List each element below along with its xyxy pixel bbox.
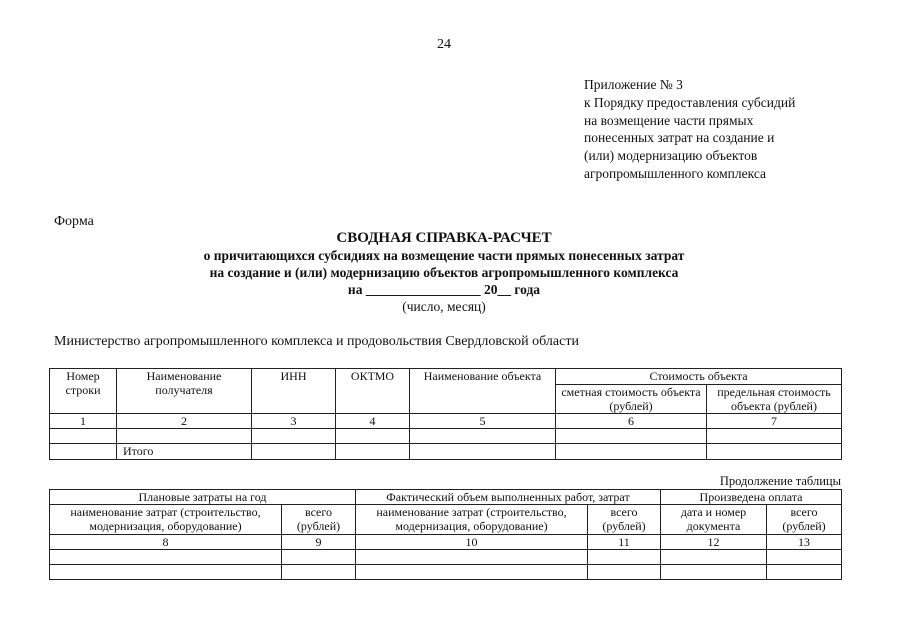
table-row [50, 550, 842, 565]
appendix-line: к Порядку предоставления субсидий [584, 94, 796, 110]
header-doc-date-number: дата и номер документа [661, 505, 767, 535]
column-number-row [50, 414, 842, 429]
form-label: Форма [54, 214, 94, 229]
table-cell[interactable] [336, 444, 410, 460]
document-title [0, 230, 888, 315]
total-label: Итого [117, 444, 252, 460]
appendix-line: понесенных затрат на создание и [584, 130, 775, 146]
total-row [50, 444, 842, 460]
column-number: 3 [252, 414, 336, 429]
table-cell[interactable] [252, 444, 336, 460]
table-cell[interactable] [356, 565, 588, 580]
column-number: 6 [556, 414, 707, 429]
header-recipient: Наименование получателя [117, 369, 252, 414]
header-cost-group: Стоимость объекта [556, 369, 842, 385]
header-cost-name-actual: наименование затрат (строительство, модернизация, оборудование) [356, 505, 588, 535]
table-row [50, 565, 842, 580]
table-cell[interactable] [556, 444, 707, 460]
table-cell[interactable] [767, 565, 842, 580]
column-number: 13 [767, 535, 842, 550]
header-row-number: Номер строки [50, 369, 117, 414]
appendix-line: агропромышленного комплекса [584, 165, 766, 181]
column-number: 2 [117, 414, 252, 429]
header-object-name: Наименование объекта [410, 369, 556, 414]
table-cell[interactable] [282, 550, 356, 565]
table-cell[interactable] [707, 429, 842, 444]
header-total-actual: всего (рублей) [588, 505, 661, 535]
table-cell[interactable] [50, 429, 117, 444]
header-paid-group: Произведена оплата [661, 490, 842, 505]
title-date-hint: (число, месяц) [402, 299, 486, 314]
column-number-row [50, 535, 842, 550]
header-planned-group: Плановые затраты на год [50, 490, 356, 505]
column-number: 11 [588, 535, 661, 550]
header-estimated-cost: сметная стоимость объекта (рублей) [556, 385, 707, 414]
table-cell[interactable] [356, 550, 588, 565]
header-oktmo: ОКТМО [336, 369, 410, 414]
table-header-row [50, 369, 842, 385]
table-cell[interactable] [661, 565, 767, 580]
summary-table-part2 [49, 489, 842, 580]
title-main: СВОДНАЯ СПРАВКА-РАСЧЕТ [336, 230, 552, 246]
table-header-row [50, 490, 842, 505]
table-cell[interactable] [50, 550, 282, 565]
table-cell[interactable] [767, 550, 842, 565]
table-cell[interactable] [50, 444, 117, 460]
table-continuation-label: Продолжение таблицы [719, 474, 841, 488]
appendix-line: Приложение № 3 [584, 77, 683, 92]
table-cell[interactable] [50, 565, 282, 580]
table-cell[interactable] [410, 444, 556, 460]
appendix-line: (или) модернизацию объектов [584, 148, 758, 164]
header-inn: ИНН [252, 369, 336, 414]
column-number: 8 [50, 535, 282, 550]
appendix-line: на возмещение части прямых [584, 112, 754, 128]
column-number: 1 [50, 414, 117, 429]
column-number: 9 [282, 535, 356, 550]
table-cell[interactable] [117, 429, 252, 444]
table-cell[interactable] [252, 429, 336, 444]
table-header-row [50, 505, 842, 535]
ministry-name: Министерство агропромышленного комплекса и продовольствия Свердловской области [54, 334, 579, 349]
table-cell[interactable] [661, 550, 767, 565]
title-line: на создание и (или) модернизацию объектов агропромышленного комплекса [209, 265, 679, 280]
title-line: о причитающихся субсидиях на возмещение части прямых понесенных затрат [203, 248, 685, 263]
header-actual-group: Фактический объем выполненных работ, затрат [356, 490, 661, 505]
table-cell[interactable] [556, 429, 707, 444]
header-cost-name-planned: наименование затрат (строительство, модернизация, оборудование) [50, 505, 282, 535]
header-total-paid: всего (рублей) [767, 505, 842, 535]
table-cell[interactable] [707, 444, 842, 460]
table-row [50, 429, 842, 444]
summary-table-part1 [49, 368, 842, 460]
table-cell[interactable] [588, 550, 661, 565]
column-number: 5 [410, 414, 556, 429]
table-cell[interactable] [588, 565, 661, 580]
table-cell[interactable] [282, 565, 356, 580]
title-date-line: на _________________ 20__ года [347, 282, 541, 297]
header-max-cost: предельная стоимость объекта (рублей) [707, 385, 842, 414]
column-number: 7 [707, 414, 842, 429]
column-number: 12 [661, 535, 767, 550]
page-number: 24 [437, 37, 451, 52]
appendix-note [584, 76, 795, 183]
table-cell[interactable] [410, 429, 556, 444]
column-number: 4 [336, 414, 410, 429]
header-total-planned: всего (рублей) [282, 505, 356, 535]
column-number: 10 [356, 535, 588, 550]
table-cell[interactable] [336, 429, 410, 444]
